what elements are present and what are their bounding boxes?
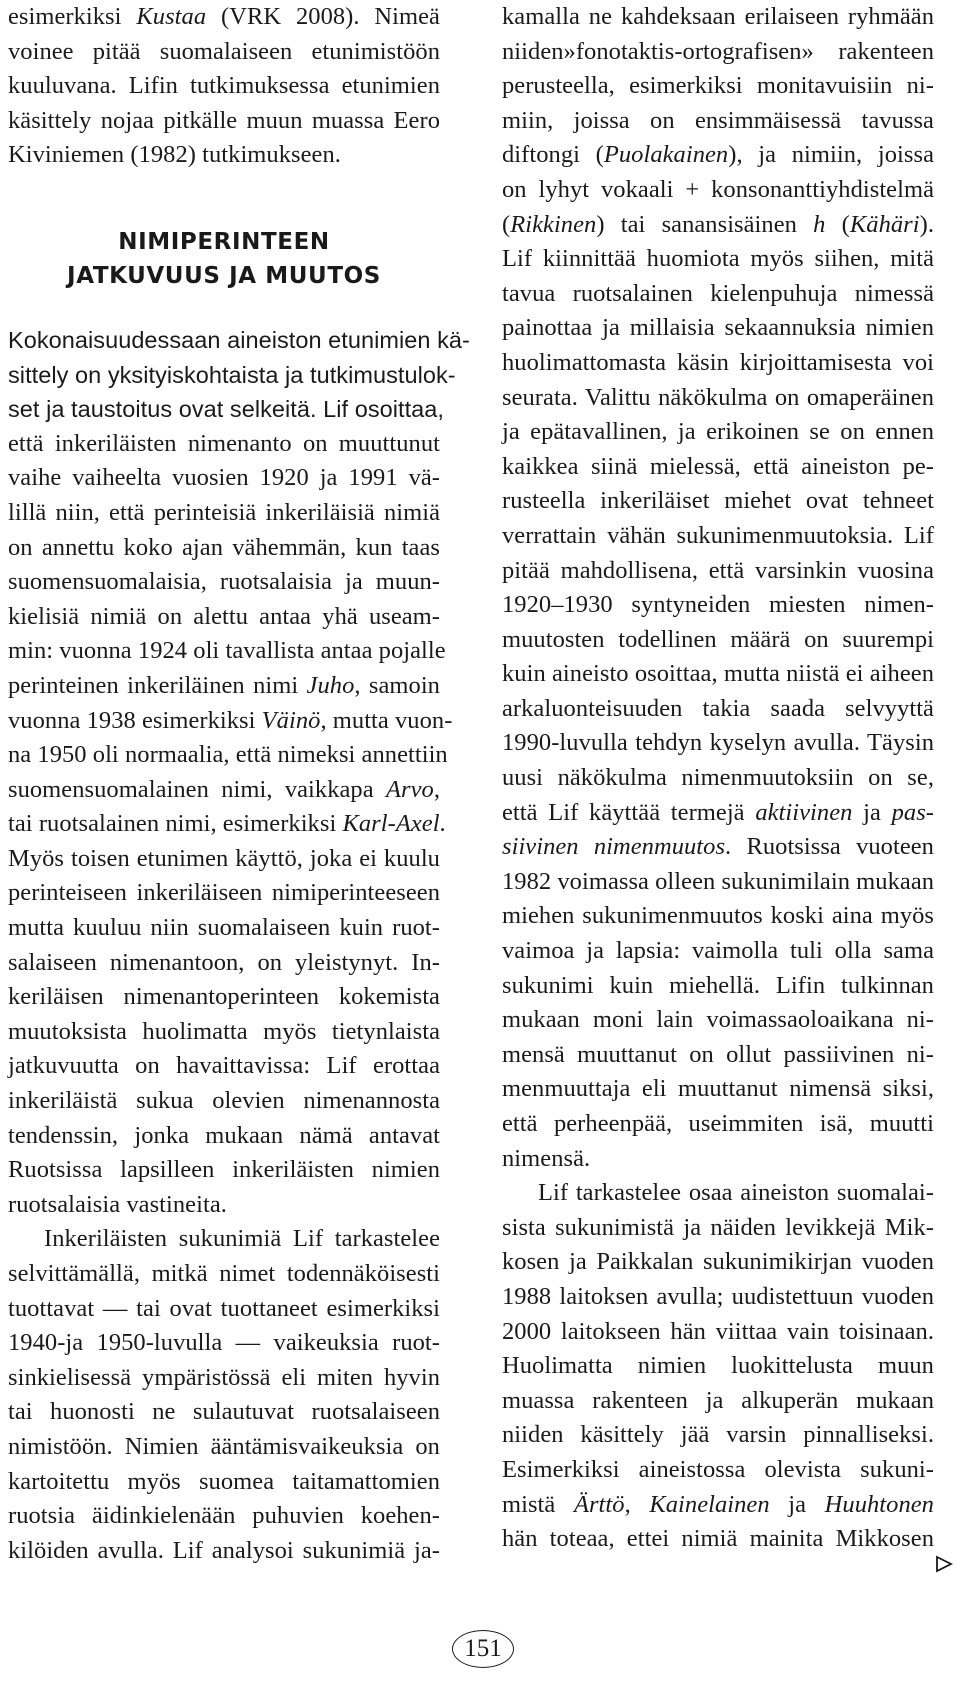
text-line: vaimoa ja lapsia: vaimolla tuli olla sama — [502, 937, 934, 965]
text-line: Kiviniemen (1982) tutkimukseen. — [8, 141, 341, 169]
text-line: kuin aineisto osoittaa, mutta niistä ei aiheen — [502, 660, 934, 688]
text-line: voinee pitää suomalaiseen etunimistöön — [8, 37, 440, 65]
text-line: mutta kuuluu niin suomalaiseen kuin ruot- — [8, 914, 440, 942]
text-line: min: vuonna 1924 oli tavallista antaa pojalle — [8, 637, 446, 665]
text-line: ja epätavallinen, ja erikoinen se on ennen — [502, 418, 934, 446]
text-line: kosen ja Paikkalan sukunimikirjan vuoden — [502, 1248, 934, 1276]
text-line: arkaluonteisuuden takia saada selvyyttä — [502, 694, 934, 722]
text-line: on annettu koko ajan vähemmän, kun taas — [8, 533, 440, 561]
text-line: muutoksista huolimatta myös tietynlaista — [8, 1017, 440, 1045]
text-line: uusi näkökulma nimenmuutoksiin on se, — [502, 764, 934, 792]
text-line: vaihe vaiheelta vuosien 1920 ja 1991 vä- — [8, 464, 440, 492]
text-line: käsittely nojaa pitkälle muun muassa Eero — [8, 106, 440, 134]
text-line: 1940-ja 1950-luvulla — vaikeuksia ruot- — [8, 1329, 440, 1357]
text-line: Lif tarkastelee osaa aineiston suomalai- — [538, 1179, 934, 1207]
left-intro-paragraph — [8, 0, 440, 173]
text-line: sukunimi kuin miehellä. Lifin tulkinnan — [502, 971, 934, 999]
page-number: 151 — [452, 1630, 514, 1668]
text-line: tavua ruotsalainen kielenpuhuja nimessä — [502, 279, 934, 307]
text-line: perinteinen inkeriläinen nimi Juho, samoin — [8, 671, 440, 699]
left-section-paragraph — [8, 323, 470, 1222]
text-line: inkeriläistä sukua olevien nimenannosta — [8, 1087, 440, 1115]
section-heading-line-1: NIMIPERINTEEN — [118, 228, 330, 255]
text-line: Huolimatta nimien luokittelusta muun — [502, 1352, 934, 1380]
right-second-paragraph — [502, 1176, 934, 1557]
text-line: 1990-luvulla tehdyn kyselyn avulla. Täysin — [502, 729, 934, 757]
text-line: kielisiä nimiä on alettu antaa yhä useam- — [8, 602, 440, 630]
text-line: set ja taustoitus ovat selkeitä. Lif osoittaa, — [8, 396, 444, 423]
text-line: että Lif käyttää termejä aktiivinen ja pas- — [502, 798, 934, 826]
text-line: tai huonosti ne sulautuvat ruotsalaiseen — [8, 1398, 440, 1426]
text-line: ruotsalaisia vastineita. — [8, 1190, 227, 1218]
text-line: rusteella inkeriläiset miehet ovat tehneet — [502, 487, 934, 515]
text-line: lillä niin, että perinteisiä inkeriläisiä nimiä — [8, 498, 440, 526]
text-line: salaiseen nimenantoon, on yleistynyt. In- — [8, 948, 440, 976]
text-line: mensä muuttanut on ollut passiivinen ni- — [502, 1040, 934, 1068]
text-line: ruotsia äidinkielenään puhuvien koehen- — [8, 1502, 440, 1530]
text-line: että inkeriläisten nimenanto on muuttunut — [8, 429, 440, 457]
section-heading — [8, 225, 440, 293]
left-second-paragraph — [8, 1222, 440, 1568]
text-line: siivinen nimenmuutos. Ruotsissa vuoteen — [502, 833, 934, 861]
text-line: perinteiseen inkeriläiseen nimiperinteeseen — [8, 879, 440, 907]
text-line: 1920–1930 syntyneiden miesten nimen- — [502, 591, 934, 619]
text-line: na 1950 oli normaalia, että nimeksi annettiin — [8, 741, 448, 769]
text-line: tendenssin, jonka mukaan nämä antavat — [8, 1121, 440, 1149]
text-line: pitää mahdollisena, että varsinkin vuosina — [502, 556, 934, 584]
text-line: muutosten todellinen määrä on suurempi — [502, 625, 934, 653]
text-line: huolimattomasta käsin kirjoittamisesta voi — [502, 348, 934, 376]
text-line: mukaan moni lain voimassaoloaikana ni- — [502, 1006, 934, 1034]
text-line: esimerkiksi Kustaa (VRK 2008). Nimeä — [8, 3, 440, 30]
text-line: nimistöön. Nimien ääntämisvaikeuksia on — [8, 1432, 440, 1460]
text-line: diftongi (Puolakainen), ja nimiin, joissa — [502, 141, 934, 169]
text-line: Myös toisen etunimen käyttö, joka ei kuulu — [8, 844, 440, 872]
text-line: että perheenpää, useimmiten isä, muutti — [502, 1110, 934, 1137]
text-line: Kokonaisuudessaan aineiston etunimien kä- — [8, 326, 470, 353]
text-line: muassa rakenteen ja alkuperän mukaan — [502, 1386, 934, 1414]
text-line: Ruotsissa lapsilleen inkeriläisten nimien — [8, 1156, 440, 1184]
triangle-right-icon — [935, 1555, 953, 1573]
text-line: Esimerkiksi aineistossa olevista sukuni- — [502, 1455, 934, 1483]
text-line: vuonna 1938 esimerkiksi Väinö, mutta vuon- — [8, 706, 453, 734]
text-line: menmuuttaja eli muuttanut nimensä siksi, — [502, 1075, 934, 1103]
text-line: kartoitettu myös suomea taitamattomien — [8, 1467, 440, 1495]
text-line: seurata. Valittu näkökulma on omaperäinen — [502, 383, 934, 411]
text-line: sista sukunimistä ja näiden levikkejä Mik- — [502, 1213, 934, 1241]
text-line: kaikkea siinä mielessä, että aineiston pe- — [502, 452, 934, 480]
text-line: selvittämällä, mitkä nimet todennäköisesti — [8, 1260, 440, 1287]
text-line: kilöiden avulla. Lif analysoi sukunimiä ja- — [8, 1536, 440, 1564]
text-line: miehen sukunimenmuutos koski aina myös — [502, 902, 934, 930]
section-heading-line-2: JATKUVUUS JA MUUTOS — [67, 262, 381, 289]
text-line: painottaa ja millaisia sekaannuksia nimien — [502, 314, 934, 342]
text-line: 2000 laitokseen hän viittaa vain toisinaan. — [502, 1317, 934, 1345]
text-line: 1982 voimassa olleen sukunimilain mukaan — [502, 867, 935, 895]
text-line: niiden»fonotaktis-ortografisen» rakenteen — [502, 37, 934, 65]
text-line: suomensuomalainen nimi, vaikkapa Arvo, — [8, 775, 440, 803]
text-line: Inkeriläisten sukunimiä Lif tarkastelee — [44, 1225, 440, 1253]
text-line: (Rikkinen) tai sanansisäinen h (Kähäri). — [502, 210, 934, 238]
text-line: mistä Ärttö, Kainelainen ja Huuhtonen — [502, 1490, 934, 1518]
text-line: sinkielisessä ympäristössä eli miten hyvin — [8, 1363, 440, 1391]
text-line: sittely on yksityiskohtaista ja tutkimustulok- — [8, 361, 456, 388]
left-column — [8, 0, 470, 1568]
text-line: nimensä. — [502, 1144, 591, 1172]
text-line: on lyhyt vokaali + konsonanttiyhdistelmä — [502, 175, 934, 203]
text-line: verrattain vähän sukunimenmuutoksia. Lif — [502, 521, 934, 549]
text-line: niiden käsittely jää varsin pinnalliseksi. — [502, 1421, 934, 1449]
text-line: hän toteaa, ettei nimiä mainita Mikkosen — [502, 1525, 934, 1553]
text-line: miin, joissa on ensimmäisessä tavussa — [502, 106, 934, 134]
text-line: tai ruotsalainen nimi, esimerkiksi Karl-Axel. — [8, 810, 446, 838]
text-line: keriläisen nimenantoperinteen kokemista — [8, 983, 440, 1011]
text-line: 1988 laitoksen avulla; uudistettuun vuoden — [502, 1282, 934, 1310]
right-column — [502, 0, 934, 1557]
text-line: Lif kiinnittää huomiota myös siihen, mitä — [502, 245, 934, 273]
text-line: perusteella, esimerkiksi monitavuisiin ni- — [502, 72, 934, 100]
text-line: suomensuomalaisia, ruotsalaisia ja muun- — [8, 568, 440, 596]
text-line: jatkuvuutta on havaittavissa: Lif erottaa — [8, 1052, 440, 1080]
text-line: tuottavat — tai ovat tuottaneet esimerkiksi — [8, 1294, 440, 1322]
right-first-paragraph — [502, 0, 934, 1176]
text-line: kuuluvana. Lifin tutkimuksessa etunimien — [8, 72, 440, 100]
text-line: kamalla ne kahdeksaan erilaiseen ryhmään — [502, 3, 934, 30]
